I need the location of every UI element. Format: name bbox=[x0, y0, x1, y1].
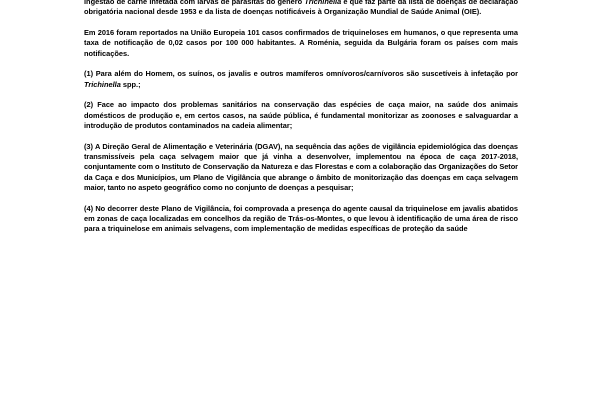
numbered-item-2 bbox=[84, 100, 518, 131]
item-text: Face ao impacto dos problemas sanitários na conservação das espécies de caça maior, na saúde dos animais domésticos de produção e, em certos casos, na saúde pública, é fundamental monitorizar as zoonoses e salvaguardar a introdução de produtos contaminados na cadeia alimentar; bbox=[84, 100, 518, 130]
item-number: (1) bbox=[84, 69, 94, 79]
item-number: (3) bbox=[84, 141, 93, 151]
item-number: (4) bbox=[84, 203, 94, 213]
document-body bbox=[84, 0, 518, 245]
numbered-item-1 bbox=[84, 69, 518, 90]
statistics-paragraph-text: Em 2016 foram reportados na União Europeia 101 casos confirmados de triquineloses em humanos, o que representa uma taxa de notificação de 0,02 casos por 100 000 habitantes. A Roménia, seguida da Bulgária foram os países com mais notificações. bbox=[84, 27, 518, 58]
intro-paragraph-text: ingestão de carne infetada com larvas de parasitas do género bbox=[84, 0, 305, 6]
item-text: Para além do Homem, os suínos, os javalis e outros mamíferos omnívoros/carnívoros são suscetíveis à infetação por bbox=[93, 69, 518, 79]
intro-paragraph-italic: Trichinella bbox=[304, 0, 342, 6]
item-text: No decorrer deste Plano de Vigilância, foi comprovada a presença do agente causal da triquinelose em javalis abatidos em zonas de caça localizadas em concelhos da região de Trás-os-Montes, o que levou à identificação de uma área de risco para a triquinelose em animais selvagens, com implementação de medidas específicas de proteção da saúde bbox=[84, 203, 518, 234]
intro-paragraph-tail: e que faz parte da lista de doenças de declaração obrigatória nacional desde 1953 e da lista de doenças notificáveis à Organização Mundial de Saúde Animal (OIE). bbox=[84, 0, 518, 17]
item-text: A Direção Geral de Alimentação e Veterinária (DGAV), na sequência das ações de vigilância epidemiológica das doenças transmissíveis pela caça selvagem maior que já vinha a desenvolver, implementou na época de caça 2017-2018, conjuntamente com o Instituto de Conservação da Natureza e das Florestas e com a colaboração das Organizações do Setor da Caça e dos Municípios, um Plano de Vigilância que abrange o âmbito de monitorização das doenças em caça selvagem maior, tanto no aspeto geográfico como no conjunto de doenças a pesquisar; bbox=[84, 141, 518, 192]
intro-paragraph bbox=[84, 0, 518, 18]
item-tail: spp.; bbox=[120, 79, 141, 89]
item-number: (2) bbox=[84, 100, 94, 110]
item-italic: Trichinella bbox=[84, 79, 121, 89]
statistics-paragraph bbox=[84, 28, 518, 59]
numbered-item-3 bbox=[84, 142, 518, 194]
numbered-item-4 bbox=[84, 204, 518, 235]
